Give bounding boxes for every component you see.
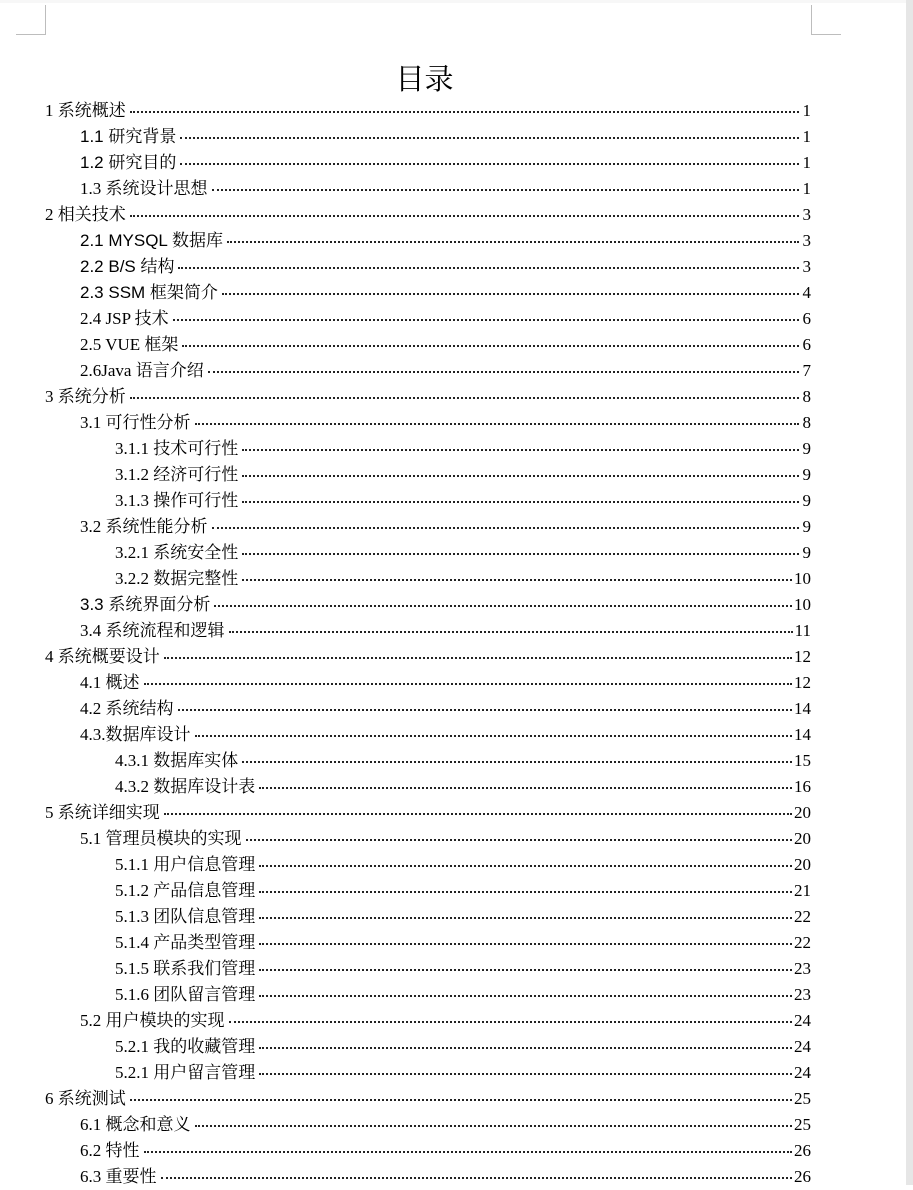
toc-entry[interactable] <box>80 280 811 306</box>
toc-entry[interactable] <box>115 904 811 930</box>
dot-leader <box>182 343 799 347</box>
toc-entry-label: 3.1.3 操作可行性 <box>115 491 239 510</box>
toc-entry[interactable] <box>80 410 811 436</box>
dot-leader <box>212 187 800 191</box>
dot-leader <box>195 733 793 737</box>
toc-entry-label: 5.1.4 产品类型管理 <box>115 933 256 952</box>
toc-entry-page-number: 3 <box>802 205 811 224</box>
toc-title: 目录 <box>395 62 454 97</box>
toc-entry-label: 3.1.2 经济可行性 <box>115 465 239 484</box>
toc-entry-page-number: 12 <box>794 647 811 666</box>
toc-entry-page-number: 1 <box>802 179 811 198</box>
toc-entry-label: 2.1 MYSQL 数据库 <box>80 231 223 250</box>
toc-entry-label: 4.1 概述 <box>80 673 140 692</box>
toc-entry-label: 6 系统测试 <box>45 1089 126 1108</box>
toc-entry-label: 3.4 系统流程和逻辑 <box>80 621 225 640</box>
toc-entry[interactable] <box>115 1034 811 1060</box>
toc-entry-label: 1.1 研究背景 <box>80 127 177 146</box>
toc-entry-page-number: 16 <box>794 777 811 796</box>
dot-leader <box>195 1123 793 1127</box>
toc-entry[interactable] <box>80 722 811 748</box>
dot-leader <box>259 1045 792 1049</box>
dot-leader <box>195 421 800 425</box>
dot-leader <box>259 993 792 997</box>
toc-entry[interactable] <box>80 1138 811 1164</box>
toc-entry[interactable] <box>115 566 811 592</box>
toc-entry-label: 2.5 VUE 框架 <box>80 335 179 354</box>
toc-entry-label: 2.6Java 语言介绍 <box>80 361 204 380</box>
toc-entry[interactable] <box>80 592 811 618</box>
toc-entry-page-number: 23 <box>794 959 811 978</box>
dot-leader <box>180 135 799 139</box>
toc-entry-label: 3.2 系统性能分析 <box>80 517 208 536</box>
toc-entry[interactable] <box>80 514 811 540</box>
toc-entry-page-number: 8 <box>802 387 811 406</box>
dot-leader <box>259 889 792 893</box>
dot-leader <box>242 473 799 477</box>
toc-entry[interactable] <box>80 150 811 176</box>
toc-entry-page-number: 9 <box>802 465 811 484</box>
toc-entry[interactable] <box>115 982 811 1008</box>
toc-entry-page-number: 20 <box>794 803 811 822</box>
dot-leader <box>229 1019 793 1023</box>
toc-entry-page-number: 7 <box>802 361 811 380</box>
toc-entry[interactable] <box>80 826 811 852</box>
toc-entry-label: 2.2 B/S 结构 <box>80 257 175 276</box>
toc-entry[interactable] <box>80 254 811 280</box>
toc-entry-page-number: 24 <box>794 1037 811 1056</box>
toc-entry-label: 4.3.2 数据库设计表 <box>115 777 256 796</box>
dot-leader <box>180 161 799 165</box>
toc-entry[interactable] <box>80 1164 811 1190</box>
dot-leader <box>130 213 799 217</box>
dot-leader <box>242 499 799 503</box>
toc-entry-label: 1.3 系统设计思想 <box>80 179 208 198</box>
toc-entry-page-number: 3 <box>802 257 811 276</box>
dot-leader <box>208 369 799 373</box>
dot-leader <box>227 239 799 243</box>
dot-leader <box>222 291 799 295</box>
toc-entry-page-number: 14 <box>794 699 811 718</box>
toc-entry-page-number: 15 <box>794 751 811 770</box>
dot-leader <box>259 915 792 919</box>
page-top-shade <box>0 0 906 3</box>
toc-entry[interactable] <box>115 774 811 800</box>
toc-entry-page-number: 9 <box>802 543 811 562</box>
toc-entry-label: 5.1.1 用户信息管理 <box>115 855 256 874</box>
toc-entry-label: 5.1.5 联系我们管理 <box>115 959 256 978</box>
toc-entry-label: 5.2 用户模块的实现 <box>80 1011 225 1030</box>
toc-entry[interactable] <box>80 696 811 722</box>
toc-entry-label: 5 系统详细实现 <box>45 803 160 822</box>
toc-entry-label: 2.4 JSP 技术 <box>80 309 169 328</box>
toc-entry-label: 6.3 重要性 <box>80 1167 157 1186</box>
dot-leader <box>242 551 799 555</box>
toc-entry[interactable] <box>45 644 811 670</box>
toc-entry-page-number: 9 <box>802 517 811 536</box>
dot-leader <box>259 1071 792 1075</box>
toc-entry-label: 5.1.6 团队留言管理 <box>115 985 256 1004</box>
dot-leader <box>130 1097 792 1101</box>
toc-entry-page-number: 9 <box>802 491 811 510</box>
dot-leader <box>259 967 792 971</box>
toc-entry[interactable] <box>115 748 811 774</box>
toc-entry-page-number: 10 <box>794 569 811 588</box>
toc-entry-page-number: 11 <box>794 621 811 640</box>
dot-leader <box>130 109 799 113</box>
dot-leader <box>144 1149 793 1153</box>
toc-entry-page-number: 21 <box>794 881 811 900</box>
toc-entry[interactable] <box>80 332 811 358</box>
toc-entry-page-number: 6 <box>802 309 811 328</box>
top-right-corner-mark <box>811 5 841 35</box>
dot-leader <box>214 603 792 607</box>
toc-entry[interactable] <box>80 1008 811 1034</box>
toc-entry-page-number: 25 <box>794 1089 811 1108</box>
toc-entry-label: 2 相关技术 <box>45 205 126 224</box>
toc-entry-page-number: 26 <box>794 1141 811 1160</box>
toc-entry[interactable] <box>80 124 811 150</box>
toc-entry-label: 1.2 研究目的 <box>80 153 177 172</box>
toc-entry-label: 3 系统分析 <box>45 387 126 406</box>
toc-entry-page-number: 14 <box>794 725 811 744</box>
toc-entry-label: 3.2.2 数据完整性 <box>115 569 239 588</box>
toc-entry-page-number: 23 <box>794 985 811 1004</box>
toc-entry-label: 5.1.3 团队信息管理 <box>115 907 256 926</box>
dot-leader <box>164 811 792 815</box>
toc-entry-page-number: 8 <box>802 413 811 432</box>
toc-entry-page-number: 26 <box>794 1167 811 1186</box>
toc-entry[interactable] <box>80 670 811 696</box>
dot-leader <box>130 395 799 399</box>
toc-entry[interactable] <box>80 1112 811 1138</box>
dot-leader <box>259 941 792 945</box>
page-gutter <box>906 0 913 1185</box>
toc-entry[interactable] <box>45 384 811 410</box>
toc-entry-page-number: 20 <box>794 855 811 874</box>
toc-entry-page-number: 1 <box>802 127 811 146</box>
toc-entry-page-number: 1 <box>802 153 811 172</box>
toc-entry-page-number: 10 <box>794 595 811 614</box>
toc-entry[interactable] <box>115 462 811 488</box>
toc-entry[interactable] <box>45 1086 811 1112</box>
toc-entry-label: 3.1.1 技术可行性 <box>115 439 239 458</box>
toc-entry-page-number: 9 <box>802 439 811 458</box>
toc-entry-page-number: 24 <box>794 1063 811 1082</box>
toc-entry-page-number: 25 <box>794 1115 811 1134</box>
dot-leader <box>246 837 793 841</box>
toc-entry[interactable] <box>115 852 811 878</box>
toc-entry[interactable] <box>115 930 811 956</box>
dot-leader <box>259 785 792 789</box>
toc-entry-page-number: 24 <box>794 1011 811 1030</box>
toc-entry[interactable] <box>80 306 811 332</box>
dot-leader <box>173 317 799 321</box>
toc-entry-page-number: 6 <box>802 335 811 354</box>
toc-entry-label: 4.3.1 数据库实体 <box>115 751 239 770</box>
dot-leader <box>259 863 792 867</box>
toc-entry[interactable] <box>80 228 811 254</box>
toc-entry[interactable] <box>115 436 811 462</box>
toc-entry-page-number: 12 <box>794 673 811 692</box>
toc-entry-label: 2.3 SSM 框架简介 <box>80 283 218 302</box>
toc-entry-page-number: 22 <box>794 933 811 952</box>
dot-leader <box>161 1175 793 1179</box>
toc-entry-label: 4.3.数据库设计 <box>80 725 191 744</box>
toc-entry[interactable] <box>115 540 811 566</box>
toc-entry-label: 4.2 系统结构 <box>80 699 174 718</box>
toc-entry[interactable] <box>115 878 811 904</box>
toc-entry[interactable] <box>115 488 811 514</box>
dot-leader <box>178 265 799 269</box>
toc-entry-label: 3.2.1 系统安全性 <box>115 543 239 562</box>
dot-leader <box>242 447 799 451</box>
dot-leader <box>242 577 792 581</box>
toc-entry[interactable] <box>80 358 811 384</box>
dot-leader <box>178 707 793 711</box>
toc-entry-label: 5.2.1 我的收藏管理 <box>115 1037 256 1056</box>
toc-entry[interactable] <box>45 800 811 826</box>
toc-entry[interactable] <box>80 618 811 644</box>
toc-entry[interactable] <box>115 1060 811 1086</box>
toc-entry-label: 1 系统概述 <box>45 101 126 120</box>
dot-leader <box>164 655 792 659</box>
dot-leader <box>229 629 793 633</box>
toc-entry-page-number: 20 <box>794 829 811 848</box>
toc-entry-page-number: 1 <box>802 101 811 120</box>
toc-entry-page-number: 3 <box>802 231 811 250</box>
toc-entry-label: 5.2.1 用户留言管理 <box>115 1063 256 1082</box>
top-left-corner-mark <box>16 5 46 35</box>
toc-entry[interactable] <box>80 176 811 202</box>
toc-entry-label: 6.2 特性 <box>80 1141 140 1160</box>
toc-entry-page-number: 4 <box>802 283 811 302</box>
toc-entry[interactable] <box>115 956 811 982</box>
toc-entry-label: 5.1.2 产品信息管理 <box>115 881 256 900</box>
dot-leader <box>212 525 800 529</box>
toc-entry-label: 3.3 系统界面分析 <box>80 595 211 614</box>
toc-entry-label: 4 系统概要设计 <box>45 647 160 666</box>
toc-entry[interactable] <box>45 98 811 124</box>
dot-leader <box>242 759 792 763</box>
toc-entry-page-number: 22 <box>794 907 811 926</box>
toc-entry-label: 6.1 概念和意义 <box>80 1115 191 1134</box>
dot-leader <box>144 681 793 685</box>
toc-entry[interactable] <box>45 202 811 228</box>
toc-entry-label: 5.1 管理员模块的实现 <box>80 829 242 848</box>
toc-entry-label: 3.1 可行性分析 <box>80 413 191 432</box>
